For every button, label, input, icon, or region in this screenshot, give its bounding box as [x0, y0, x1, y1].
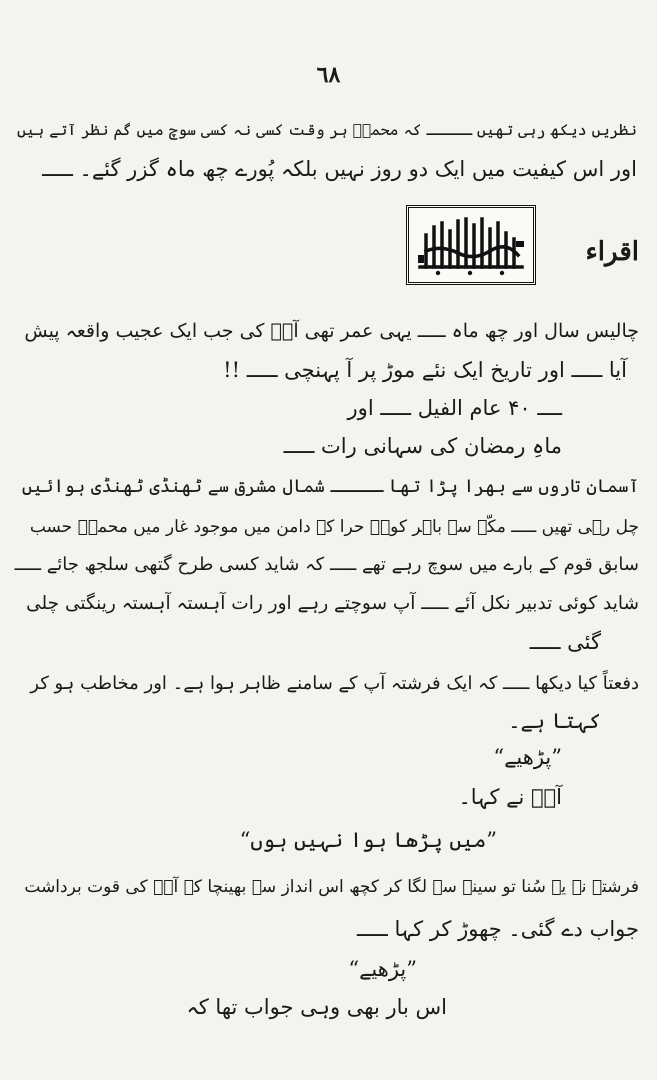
intro-line-1: نظریں دیکھ رہی تھیں ـــــ کہ محمدؐ ہر وقت کسی نہ کسی سوچ میں گم نظر آتے ہیں	[16, 121, 637, 139]
body-line: دفعتاً کیا دیکھا ـــــ کہ ایک فرشتہ آپ کے سامنے ظاہر ہوا ہے۔ اور مخاطب ہو کر	[30, 673, 639, 694]
body-line: چل رہی تھیں ـــــ مکّہ سے باہر کوہِ حرا کے دامن میں موجود غار میں محمدؐ حسب	[29, 517, 639, 537]
quote-line: ”میں پڑھا ہوا نہیں ہوں“	[239, 828, 497, 852]
body-line: آسمان تاروں سے بھرا پڑا تھا ـــــ شمال مشرق سے ٹھنڈی ٹھنڈی ہوائیں	[21, 476, 639, 497]
body-line: آیا ـــــ اور تاریخ ایک نئے موڑ پر آ پہنچی ـــــ !!	[223, 358, 627, 382]
body-line: ــــ ۴۰ عام الفیل ـــــ اور	[347, 396, 562, 420]
body-line: فرشتے نے یہ سُنا تو سینے سے لگا کر کچھ اس انداز سے بھینچا کہ آپؐ کی قوت برداشت	[24, 877, 639, 897]
body-line: گئی ـــــ	[529, 630, 601, 654]
calligraphy-logo-art	[412, 211, 530, 279]
body-line: چالیس سال اور چھ ماہ ـــــ یہی عمر تھی آپؐ کی جب ایک عجیب واقعہ پیش	[24, 320, 639, 342]
section-title: اقراء	[585, 237, 639, 267]
body-line: سابق قوم کے بارے میں سوچ رہے تھے ـــــ کہ شاید کسی طرح گتھی سلجھ جائے ـــــ	[14, 554, 639, 575]
quote-line: ”پڑھیے“	[493, 745, 562, 769]
calligraphy-logo	[406, 205, 536, 285]
body-line: کہتا ہے۔	[508, 709, 601, 733]
body-line: ماہِ رمضان کی سہانی رات ـــــ	[283, 434, 562, 458]
body-line: شاید کوئی تدبیر نکل آئے ـــــ آپ سوچتے رہے اور رات آہستہ آہستہ رینگتی چلی	[26, 593, 639, 614]
body-line: آپؐ نے کہا۔	[458, 785, 562, 809]
body-line: اس بار بھی وہی جواب تھا کہ	[186, 995, 447, 1019]
intro-line-2: اور اس کیفیت میں ایک دو روز نہیں بلکہ پُورے چھ ماہ گزر گئے۔ ـــــ	[42, 157, 637, 181]
quote-line: ”پڑھیے“	[348, 957, 417, 981]
page-number: ٦٨	[316, 62, 341, 88]
body-line: جواب دے گئی۔ چھوڑ کر کہا ـــــ	[357, 917, 639, 941]
